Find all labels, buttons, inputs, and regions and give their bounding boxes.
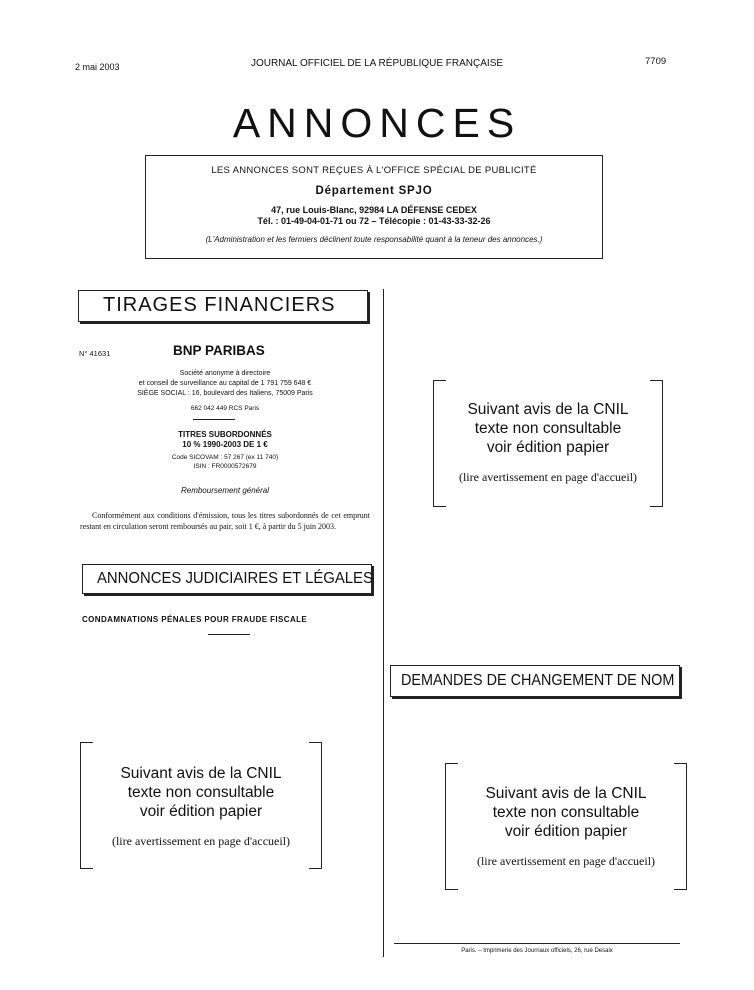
condamnations-heading: CONDAMNATIONS PÉNALES POUR FRAUDE FISCALE <box>82 615 308 624</box>
info-contact: Tél. : 01-49-04-01-71 ou 72 – Télécopie : 01-43-33-32-26 <box>257 216 491 226</box>
announcement-number: N° 41631 <box>79 349 111 358</box>
section-heading-demandes <box>390 665 680 697</box>
remboursement-label: Remboursement général <box>180 486 270 495</box>
info-disclaimer: (L'Administration et les fermiers déclinent toute responsabilité quant à la teneur des annonces.) <box>205 235 543 244</box>
info-line: LES ANNONCES SONT REÇUES À L'OFFICE SPÉCIAL DE PUBLICITÉ <box>211 165 537 176</box>
society-line: et conseil de surveillance au capital de 1 791 759 648 € <box>138 380 312 387</box>
section-heading-label: DEMANDES DE CHANGEMENT DE NOM <box>401 672 675 689</box>
section-heading-label: TIRAGES FINANCIERS <box>103 294 336 316</box>
divider <box>208 634 250 635</box>
cnil-line: Suivant avis de la CNIL <box>467 401 629 418</box>
society-line: SIÈGE SOCIAL : 16, boulevard des Italiens, 75009 Paris <box>137 390 313 397</box>
printer-footer: Paris. – Imprimerie des Journaux officiels, 26, rue Desaix <box>461 948 613 954</box>
section-heading-label: ANNONCES JUDICIAIRES ET LÉGALES <box>97 570 373 587</box>
publicity-info-box <box>145 155 603 259</box>
journal-title: JOURNAL OFFICIEL DE LA RÉPUBLIQUE FRANÇAISE <box>250 58 504 69</box>
cnil-notice-box <box>80 742 322 869</box>
cnil-note: (lire avertissement en page d'accueil) <box>476 854 656 868</box>
cnil-line: texte non consultable <box>492 804 640 821</box>
page-number: 7709 <box>645 56 667 67</box>
cnil-line: Suivant avis de la CNIL <box>485 785 647 802</box>
section-heading-tirages <box>78 290 368 322</box>
rcs-number: 662 042 449 RCS Paris <box>190 405 260 412</box>
cnil-note: (lire avertissement en page d'accueil) <box>458 470 638 484</box>
cnil-line: texte non consultable <box>474 420 622 437</box>
titres-heading: TITRES SUBORDONNÉS <box>178 430 272 439</box>
cnil-line: voir édition papier <box>139 803 263 820</box>
cnil-line: Suivant avis de la CNIL <box>120 765 282 782</box>
cnil-note: (lire avertissement en page d'accueil) <box>111 834 291 848</box>
cnil-notice-box <box>433 380 663 507</box>
column-divider <box>383 289 384 957</box>
section-heading-judiciaires <box>82 564 372 594</box>
info-address: 47, rue Louis-Blanc, 92984 LA DÉFENSE CEDEX <box>271 205 477 215</box>
company-name: BNP PARIBAS <box>173 343 265 358</box>
cnil-line: texte non consultable <box>127 784 275 801</box>
announcement-body: Conformément aux conditions d'émission, tous les titres subordonnés de cet emprunt restant en circulation seront remboursés au pair, soit 1 €, à partir du 5 juin 2003. <box>80 511 370 531</box>
titres-detail: 10 % 1990-2003 DE 1 € <box>182 440 268 449</box>
society-line: Société anonyme à directoire <box>179 370 271 377</box>
cnil-line: voir édition papier <box>504 823 628 840</box>
divider <box>193 419 235 420</box>
cnil-line: voir édition papier <box>486 439 610 456</box>
page-date: 2 mai 2003 <box>75 62 120 72</box>
footer-rule <box>394 943 680 944</box>
page-title: ANNONCES <box>232 100 522 146</box>
isin-code: ISIN : FR0000572679 <box>193 463 257 470</box>
sicovam-code: Code SICOVAM : 57 267 (ex 11 740) <box>171 454 279 461</box>
cnil-notice-box <box>445 763 687 890</box>
info-department: Département SPJO <box>315 185 433 197</box>
